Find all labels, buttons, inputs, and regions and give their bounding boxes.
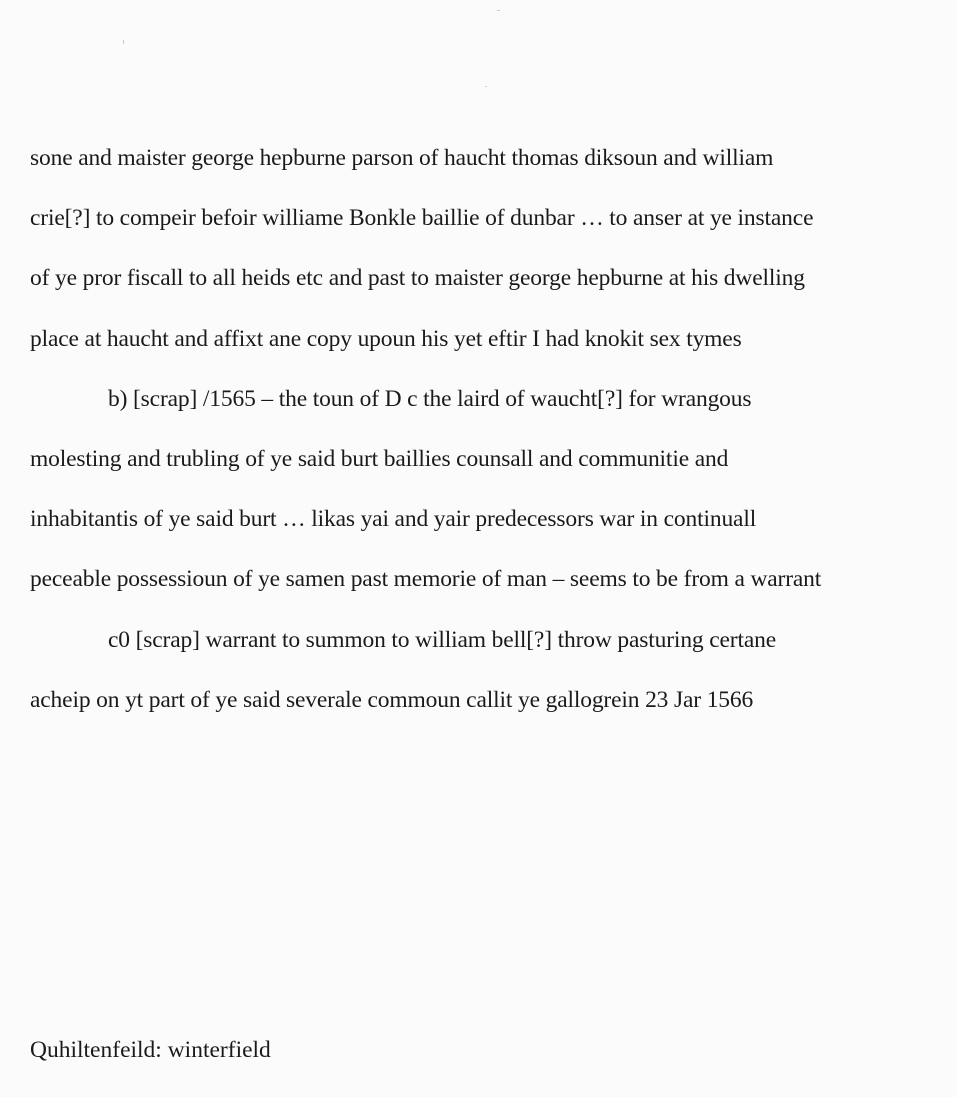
- text-line: sone and maister george hepburne parson of haucht thomas diksoun and william: [30, 145, 774, 171]
- scan-speck: [497, 10, 500, 11]
- text-line: of ye pror fiscall to all heids etc and past to maister george hepburne at his dwelling: [30, 265, 805, 292]
- text-line: crie[?] to compeir befoir williame Bonkle baillie of dunbar … to anser at ye instance: [30, 205, 814, 232]
- text-line: peceable possessioun of ye samen past memorie of man – seems to be from a warrant: [30, 566, 822, 593]
- footer-note: Quhiltenfeild: winterfield: [30, 1037, 271, 1063]
- scan-speck: [123, 40, 124, 44]
- text-line: inhabitantis of ye said burt … likas yai and yair predecessors war in continuall: [30, 506, 757, 533]
- transcription-text: [30, 128, 940, 730]
- text-line: place at haucht and affixt ane copy upoun his yet eftir I had knokit sex tymes: [30, 325, 742, 352]
- text-line-indented: b) [scrap] /1565 – the toun of D c the laird of waucht[?] for wrangous: [108, 385, 752, 412]
- text-line: acheip on yt part of ye said severale commoun callit ye gallogrein 23 Jar 1566: [30, 686, 754, 713]
- scan-speck: [485, 86, 487, 87]
- text-line: molesting and trubling of ye said burt baillies counsall and communitie and: [30, 445, 729, 472]
- text-line-indented: c0 [scrap] warrant to summon to william bell[?] throw pasturing certane: [108, 626, 777, 653]
